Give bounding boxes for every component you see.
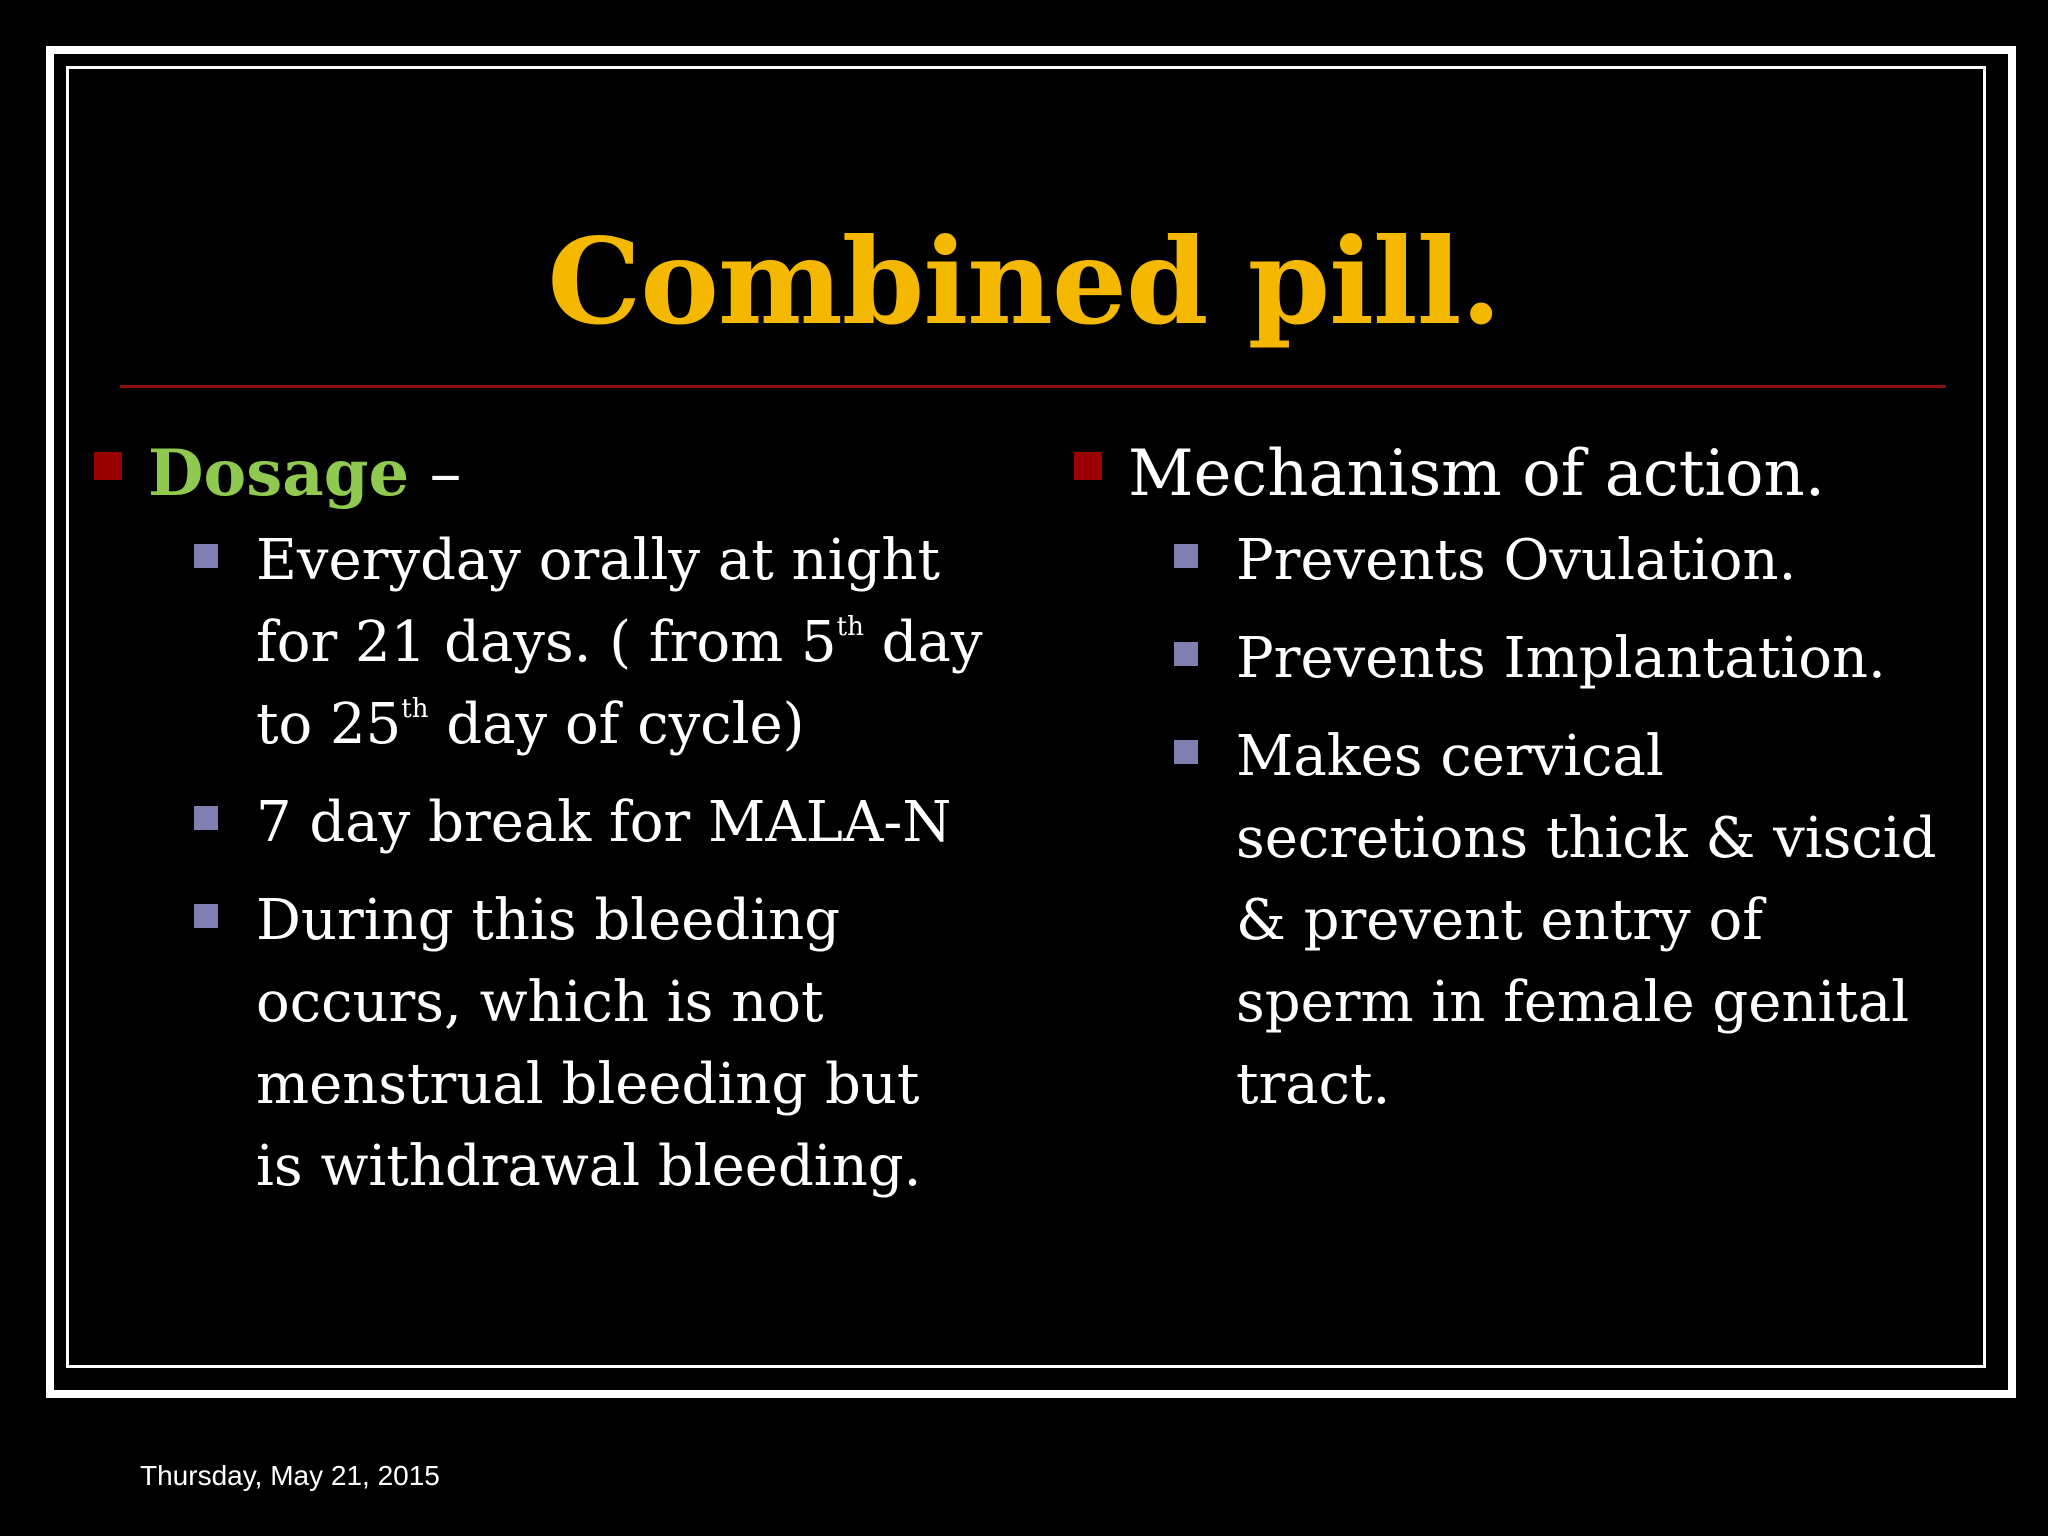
dosage-heading: Dosage [148,436,410,511]
list-item [1174,618,1974,700]
square-bullet-icon [1174,544,1198,568]
text-line: Everyday orally at night [256,528,940,593]
text-line: Prevents Ovulation. [1236,528,1797,593]
list-item [1174,716,1974,1126]
slide-title: Combined pill. [547,212,1501,351]
bullet-dosage [94,432,994,516]
list-item [194,782,994,864]
text-line: is withdrawal bleeding. [256,1134,922,1199]
text-line: sperm in female genital [1236,970,1910,1035]
left-column [94,432,994,1224]
square-bullet-icon [194,904,218,928]
right-column [1074,432,1974,1142]
text-line: 7 day break for MALA-N [256,790,952,855]
list-item [194,880,994,1208]
text-line: menstrual bleeding but [256,1052,920,1117]
text-line: tract. [1236,1052,1391,1117]
text-line: Makes cervical [1236,724,1664,789]
dosage-sublist [94,520,994,1208]
square-bullet-icon [1074,452,1102,480]
mechanism-sublist [1074,520,1974,1126]
text-line: Prevents Implantation. [1236,626,1886,691]
list-item [1174,520,1974,602]
square-bullet-icon [1174,740,1198,764]
list-item [194,520,994,766]
square-bullet-icon [1174,642,1198,666]
text-line: to 25th day of cycle) [256,692,805,757]
square-bullet-icon [194,806,218,830]
mechanism-heading: Mechanism of action. [1128,437,1826,511]
text-line: secretions thick & viscid [1236,806,1937,871]
title-divider [120,385,1946,388]
text-line: for 21 days. ( from 5th day [256,610,983,675]
text-line: occurs, which is not [256,970,824,1035]
square-bullet-icon [94,452,122,480]
text-line: & prevent entry of [1236,888,1763,953]
text-line: During this bleeding [256,888,841,953]
dosage-heading-dash: – [409,437,462,511]
square-bullet-icon [194,544,218,568]
bullet-mechanism [1074,432,1974,516]
footer-date: Thursday, May 21, 2015 [140,1460,440,1491]
